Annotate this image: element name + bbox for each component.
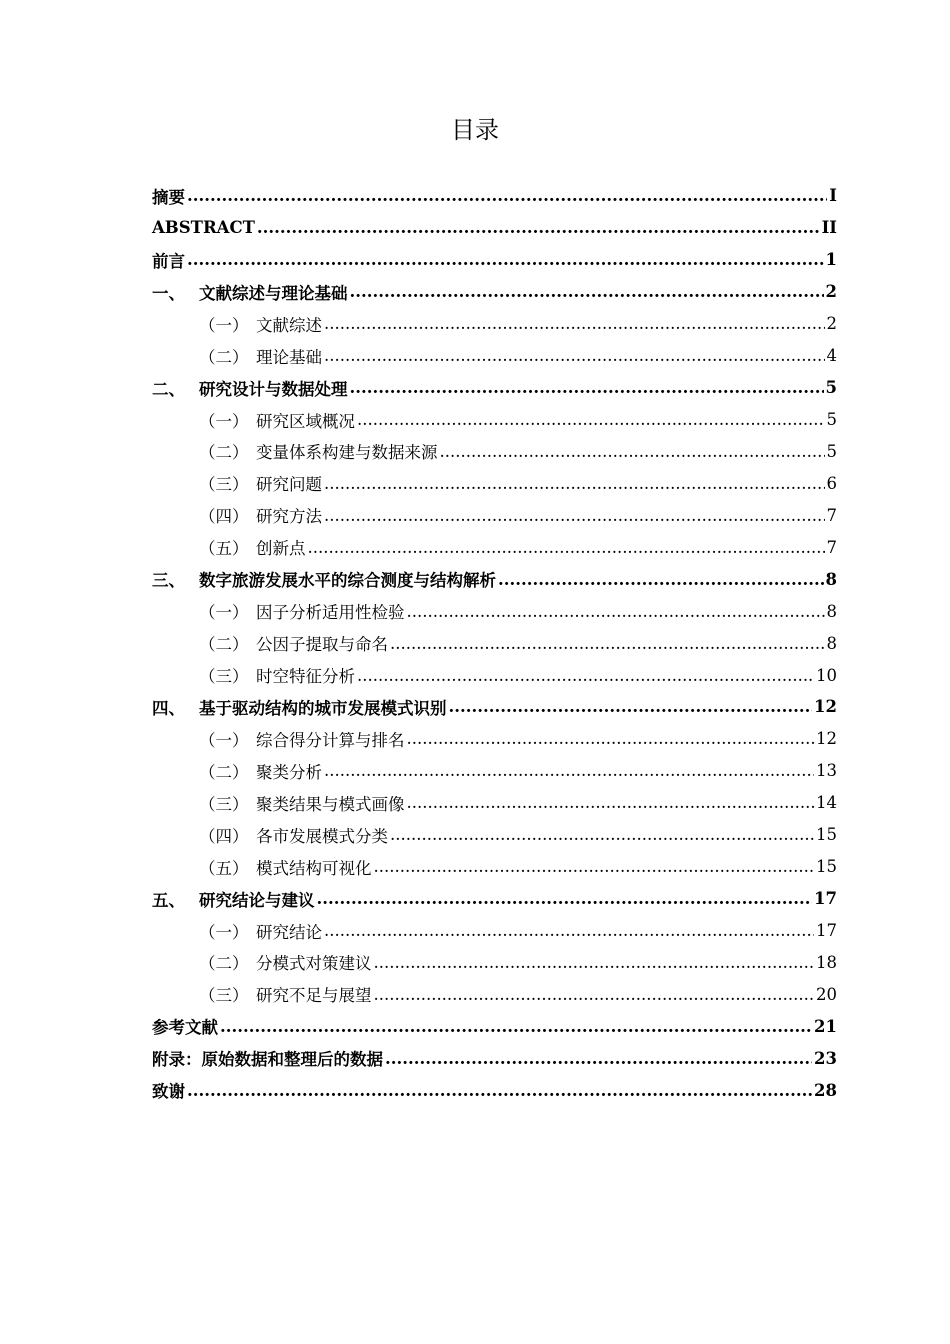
toc-entry-page: 7	[826, 537, 837, 557]
toc-entry-page: 4	[826, 346, 837, 366]
toc-entry-number: （一）	[199, 411, 249, 431]
toc-entry[interactable]	[152, 372, 837, 404]
toc-entry-page: 13	[816, 761, 837, 781]
toc-entry-page: 21	[814, 1016, 837, 1036]
toc-subentry[interactable]	[152, 531, 837, 563]
toc-entry-page: 5	[825, 378, 837, 398]
page-title: 目录	[451, 116, 499, 144]
toc-entry[interactable]	[152, 883, 837, 915]
toc-entry-label: 聚类结果与模式画像	[256, 794, 405, 814]
toc-entry-page: 10	[816, 665, 837, 685]
toc-subentry[interactable]	[152, 595, 837, 627]
toc-entry-page: 17	[816, 921, 837, 941]
toc-entry-label: 摘要	[152, 187, 185, 207]
toc-entry-label: 公因子提取与命名	[256, 635, 388, 655]
toc-entry-label: 参考文献	[152, 1018, 218, 1038]
toc-subentry[interactable]	[152, 851, 837, 883]
toc-entry-label: 致谢	[152, 1082, 185, 1102]
toc-entry-number: （四）	[199, 507, 249, 527]
toc-entry-label: 研究结论与建议	[199, 890, 315, 910]
toc-entry-page: 18	[816, 952, 837, 972]
toc-entry[interactable]	[152, 1010, 837, 1042]
toc-subentry[interactable]	[152, 627, 837, 659]
toc-subentry[interactable]	[152, 819, 837, 851]
toc-entry-page: 14	[816, 793, 837, 813]
dot-leader	[390, 825, 814, 844]
toc-entry-label: 基于驱动结构的城市发展模式识别	[199, 698, 447, 718]
toc-entry-page: 15	[816, 857, 837, 877]
toc-entry-label: 模式结构可视化	[256, 858, 372, 878]
dot-leader	[350, 282, 824, 301]
toc-subentry[interactable]	[152, 787, 837, 819]
toc-entry-label: 文献综述	[256, 315, 322, 335]
toc-entry-label: 变量体系构建与数据来源	[256, 443, 438, 463]
dot-leader	[498, 570, 824, 589]
toc-entry-number: 三、	[152, 571, 185, 591]
dot-leader	[407, 602, 825, 621]
toc-entry-label: 创新点	[256, 539, 306, 559]
toc-entry-page: II	[821, 218, 837, 238]
table-of-contents	[152, 180, 837, 1106]
dot-leader	[324, 921, 814, 940]
dot-leader	[385, 1049, 812, 1068]
toc-entry-number: （二）	[199, 954, 249, 974]
toc-entry[interactable]	[152, 1074, 837, 1106]
toc-entry-label: 研究设计与数据处理	[199, 379, 348, 399]
toc-entry-label: 分模式对策建议	[256, 954, 372, 974]
toc-entry-number: （三）	[199, 475, 249, 495]
dot-leader	[357, 410, 825, 429]
toc-entry-label: 文献综述与理论基础	[199, 283, 348, 303]
toc-entry-number: （五）	[199, 539, 249, 559]
dot-leader	[374, 985, 815, 1004]
toc-entry-number: （一）	[199, 315, 249, 335]
dot-leader	[374, 857, 815, 876]
toc-entry-label: 时空特征分析	[256, 667, 355, 687]
dot-leader	[308, 538, 825, 557]
toc-entry[interactable]	[152, 1042, 837, 1074]
toc-entry-number: 一、	[152, 283, 185, 303]
dot-leader	[220, 1017, 812, 1036]
toc-subentry[interactable]	[152, 436, 837, 468]
toc-entry-label: 综合得分计算与排名	[256, 730, 405, 750]
dot-leader	[449, 697, 813, 716]
toc-subentry[interactable]	[152, 723, 837, 755]
toc-entry-number: （二）	[199, 762, 249, 782]
toc-subentry[interactable]	[152, 308, 837, 340]
toc-entry-label: 前言	[152, 251, 185, 271]
toc-entry-number: （三）	[199, 667, 249, 687]
toc-entry-page: 2	[826, 314, 837, 334]
dot-leader	[407, 793, 815, 812]
toc-entry-page: 12	[816, 729, 837, 749]
toc-subentry[interactable]	[152, 404, 837, 436]
toc-entry-label: 研究区域概况	[256, 411, 355, 431]
dot-leader	[440, 442, 825, 461]
dot-leader	[390, 634, 825, 653]
toc-entry-label: ABSTRACT	[152, 218, 255, 238]
toc-entry-number: （五）	[199, 858, 249, 878]
toc-subentry[interactable]	[152, 659, 837, 691]
toc-entry-page: 17	[814, 889, 837, 909]
toc-entry-label: 理论基础	[256, 347, 322, 367]
toc-entry-page: 15	[816, 825, 837, 845]
toc-subentry[interactable]	[152, 947, 837, 979]
toc-entry-page: 5	[826, 441, 837, 461]
toc-entry-page: 28	[814, 1080, 837, 1100]
toc-entry-label: 聚类分析	[256, 762, 322, 782]
toc-entry-number: 五、	[152, 890, 185, 910]
toc-subentry[interactable]	[152, 915, 837, 947]
toc-entry[interactable]	[152, 180, 837, 212]
dot-leader	[324, 346, 825, 365]
toc-subentry[interactable]	[152, 499, 837, 531]
toc-entry-page: 6	[826, 473, 837, 493]
toc-entry-label: 因子分析适用性检验	[256, 603, 405, 623]
toc-entry-page: 2	[825, 282, 837, 302]
toc-entry-label: 各市发展模式分类	[256, 826, 388, 846]
toc-entry-number: （二）	[199, 443, 249, 463]
toc-entry-number: （三）	[199, 986, 249, 1006]
toc-subentry[interactable]	[152, 340, 837, 372]
toc-entry-page: 7	[826, 505, 837, 525]
toc-entry-number: （一）	[199, 922, 249, 942]
toc-subentry[interactable]	[152, 978, 837, 1010]
dot-leader	[324, 506, 825, 525]
dot-leader	[317, 889, 813, 908]
dot-leader	[187, 186, 827, 205]
toc-entry[interactable]	[152, 691, 837, 723]
toc-entry-page: 20	[816, 984, 837, 1004]
toc-entry-number: （三）	[199, 794, 249, 814]
toc-entry-number: （一）	[199, 730, 249, 750]
toc-entry-number: （二）	[199, 347, 249, 367]
toc-subentry[interactable]	[152, 467, 837, 499]
toc-entry-label: 附录：原始数据和整理后的数据	[152, 1050, 383, 1070]
toc-entry-page: 8	[826, 601, 837, 621]
toc-entry-number: （二）	[199, 635, 249, 655]
toc-entry-label: 研究方法	[256, 507, 322, 527]
toc-entry[interactable]	[152, 212, 837, 244]
toc-subentry[interactable]	[152, 755, 837, 787]
dot-leader	[324, 474, 825, 493]
toc-entry[interactable]	[152, 276, 837, 308]
toc-entry-page: 5	[826, 410, 837, 430]
toc-entry-page: I	[829, 186, 837, 206]
dot-leader	[407, 729, 815, 748]
toc-entry-label: 研究不足与展望	[256, 986, 372, 1006]
dot-leader	[187, 1081, 812, 1100]
toc-entry[interactable]	[152, 563, 837, 595]
toc-entry-number: （四）	[199, 826, 249, 846]
dot-leader	[324, 314, 825, 333]
toc-entry-page: 12	[814, 697, 837, 717]
toc-entry-number: 四、	[152, 698, 185, 718]
toc-entry-number: 二、	[152, 379, 185, 399]
toc-entry-number: （一）	[199, 603, 249, 623]
toc-entry-page: 23	[814, 1048, 837, 1068]
toc-entry-page: 8	[826, 633, 837, 653]
dot-leader	[350, 378, 824, 397]
dot-leader	[257, 218, 820, 237]
toc-entry-label: 研究问题	[256, 475, 322, 495]
dot-leader	[374, 953, 815, 972]
dot-leader	[357, 666, 814, 685]
dot-leader	[187, 250, 824, 269]
toc-entry[interactable]	[152, 244, 837, 276]
toc-entry-page: 1	[825, 250, 837, 270]
toc-entry-label: 数字旅游发展水平的综合测度与结构解析	[199, 571, 496, 591]
dot-leader	[324, 761, 814, 780]
toc-entry-page: 8	[825, 569, 837, 589]
toc-entry-label: 研究结论	[256, 922, 322, 942]
